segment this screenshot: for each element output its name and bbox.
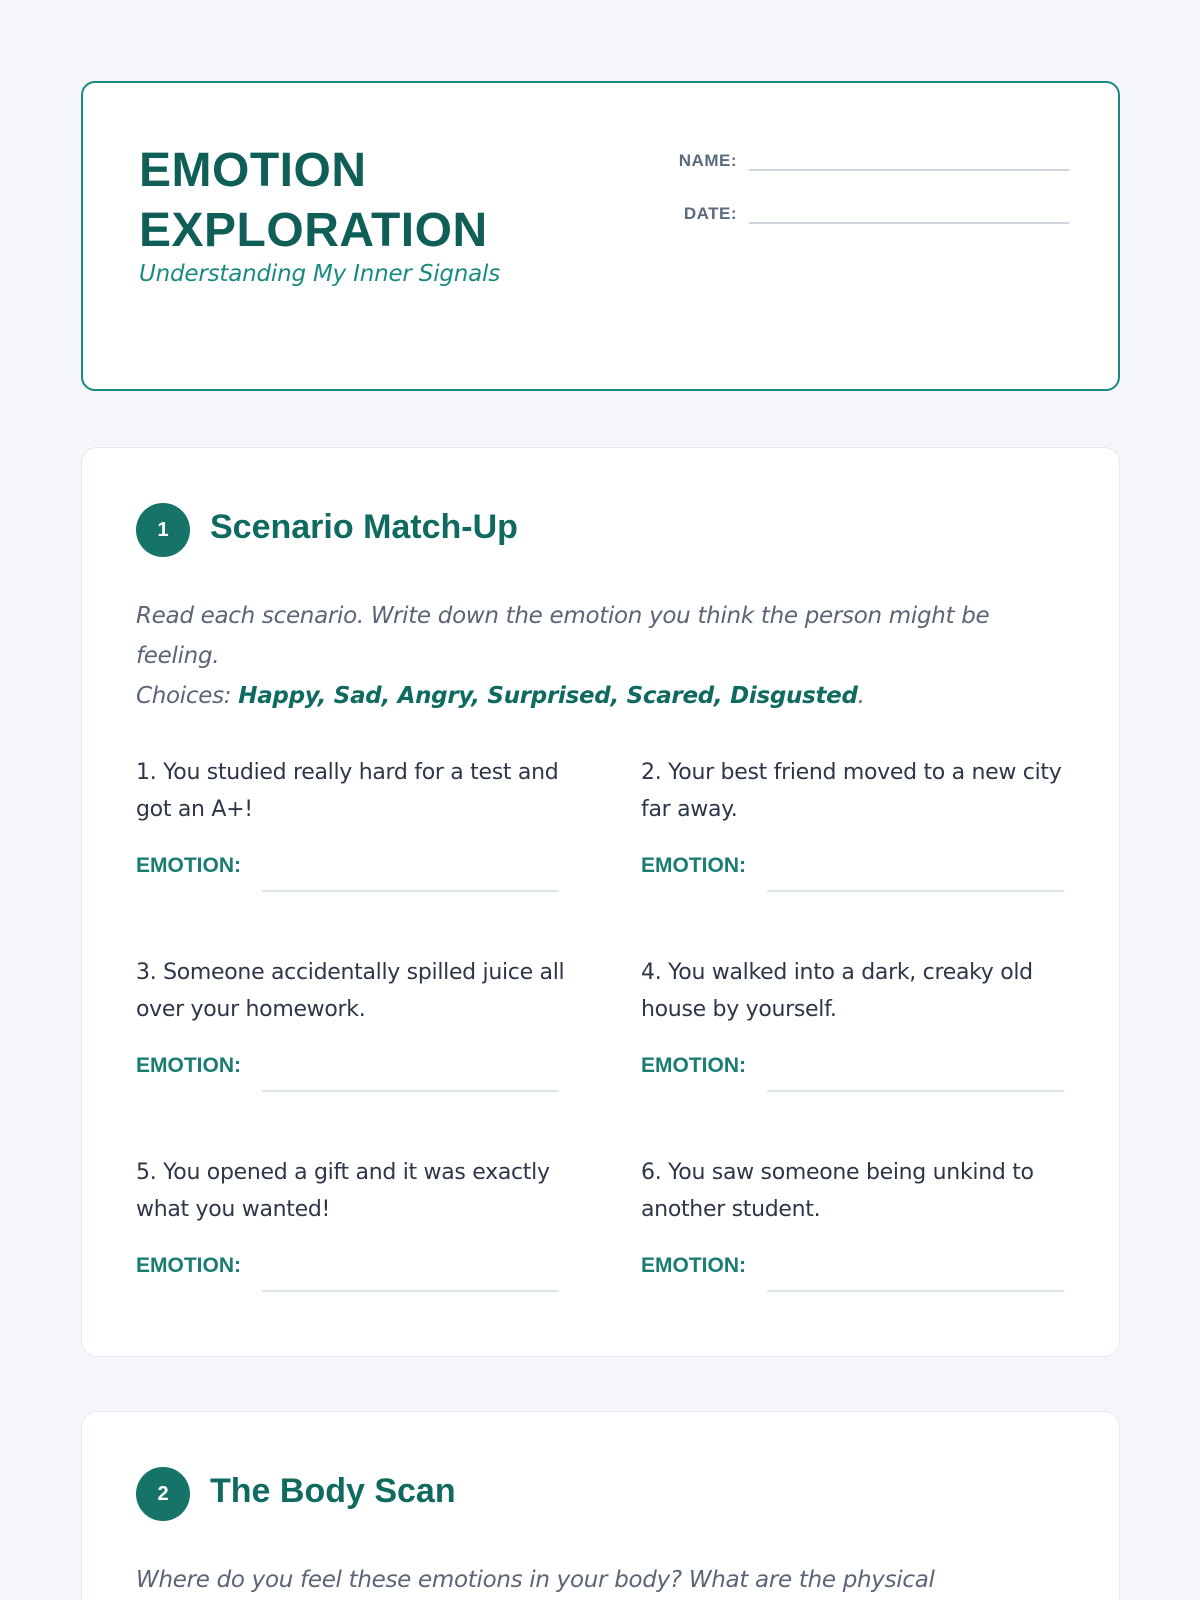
scenario-text: 4. You walked into a dark, creaky old house by yourself. — [641, 960, 1033, 1022]
emotion-answer-field[interactable] — [767, 890, 1064, 892]
section-instructions — [136, 596, 1066, 716]
emotion-answer-field[interactable] — [262, 1090, 559, 1092]
scenario-text: 2. Your best friend moved to a new city far away. — [641, 760, 1062, 822]
section-title: Scenario Match-Up — [210, 508, 518, 546]
emotion-label: EMOTION: — [641, 1254, 746, 1277]
emotion-label: EMOTION: — [641, 1054, 746, 1077]
section-scenario-match-up — [81, 447, 1120, 1357]
section-title: The Body Scan — [210, 1472, 456, 1510]
scenario-text: 6. You saw someone being unkind to another student. — [641, 1160, 1034, 1222]
name-field[interactable] — [749, 169, 1069, 171]
choices-suffix: . — [857, 683, 865, 709]
emotion-answer-field[interactable] — [767, 1090, 1064, 1092]
instruction-text: Where do you feel these emotions in your body? What are the physical — [136, 1567, 935, 1593]
name-field-row — [643, 139, 1073, 179]
section-number-badge: 1 — [136, 503, 190, 557]
scenario-text: 5. You opened a gift and it was exactly what you wanted! — [136, 1160, 550, 1222]
scenario-item — [641, 954, 1071, 1077]
date-field-row — [643, 192, 1073, 232]
choices-line — [136, 676, 1066, 716]
title-line-1: EMOTION — [139, 144, 367, 197]
scenario-item — [641, 1154, 1071, 1277]
choices-list: Happy, Sad, Angry, Surprised, Scared, Disgusted — [238, 683, 858, 709]
emotion-label: EMOTION: — [641, 854, 746, 877]
section-instructions — [136, 1560, 1066, 1600]
scenario-item — [136, 754, 566, 877]
section-number-badge: 2 — [136, 1467, 190, 1521]
choices-prefix: Choices: — [136, 683, 239, 709]
section-body-scan — [81, 1411, 1120, 1600]
emotion-answer-field[interactable] — [767, 1290, 1064, 1292]
emotion-label: EMOTION: — [136, 854, 241, 877]
scenario-text: 1. You studied really hard for a test and got an A+! — [136, 760, 559, 822]
title-line-2: EXPLORATION — [139, 204, 488, 257]
scenario-text: 3. Someone accidentally spilled juice all over your homework. — [136, 960, 565, 1022]
scenario-item — [136, 1154, 566, 1277]
scenario-item — [641, 754, 1071, 877]
emotion-label: EMOTION: — [136, 1254, 241, 1277]
date-label: DATE: — [683, 204, 737, 223]
instruction-text: Read each scenario. Write down the emotion you think the person might be feeling. — [136, 603, 990, 669]
emotion-answer-field[interactable] — [262, 1290, 559, 1292]
date-field[interactable] — [749, 222, 1069, 224]
worksheet-title — [139, 141, 609, 261]
worksheet-header — [81, 81, 1120, 391]
name-label: NAME: — [678, 151, 737, 170]
scenario-item — [136, 954, 566, 1077]
emotion-label: EMOTION: — [136, 1054, 241, 1077]
worksheet-subtitle: Understanding My Inner Signals — [139, 261, 501, 287]
emotion-answer-field[interactable] — [262, 890, 559, 892]
